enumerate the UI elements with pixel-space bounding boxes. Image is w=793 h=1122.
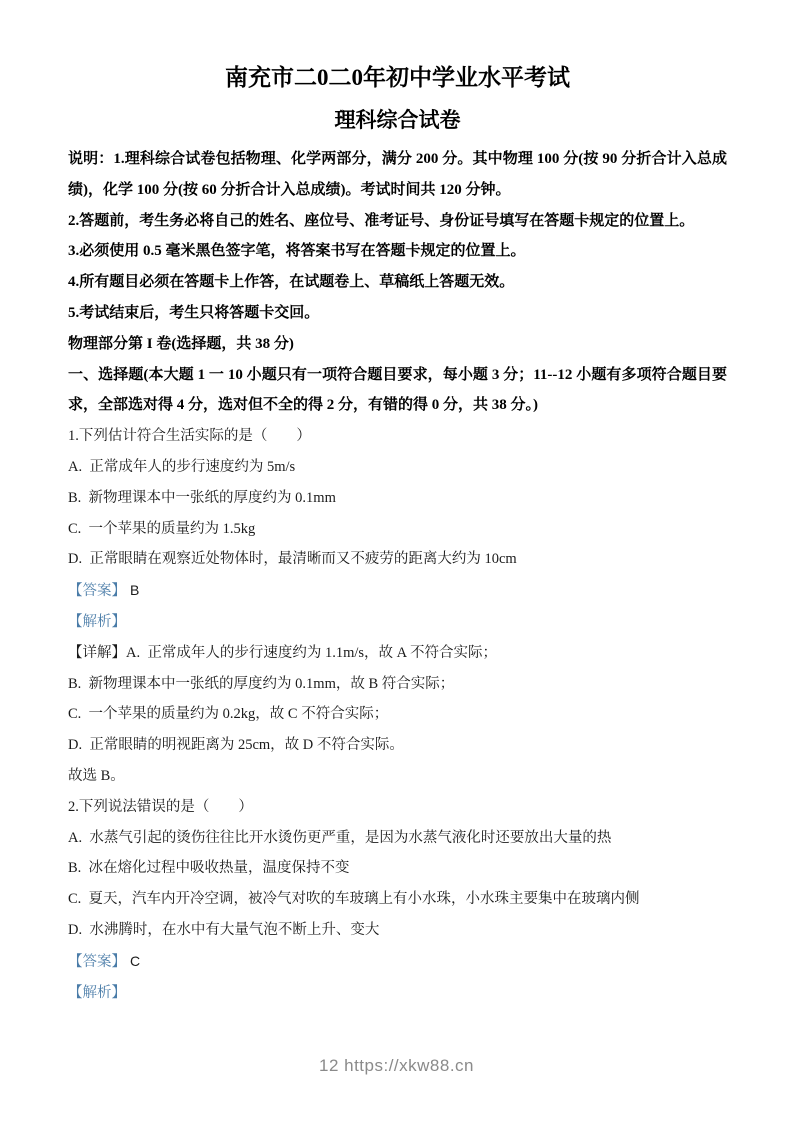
question-1-option-b: B. 新物理课本中一张纸的厚度约为 0.1mm (68, 489, 336, 506)
question-1-conclusion: 故选 B。 (68, 767, 125, 784)
question-1-option-c: C. 一个苹果的质量约为 1.5kg (68, 520, 256, 537)
analysis-label: 【解析】 (68, 613, 126, 630)
question-1-explanation-2: B. 新物理课本中一张纸的厚度约为 0.1mm，故 B 符合实际； (68, 675, 455, 692)
question-2-option-d: D. 水沸腾时，在水中有大量气泡不断上升、变大 (68, 921, 380, 938)
question-2-analysis-line (68, 978, 727, 1009)
question-2-option-c: C. 夏天，汽车内开冷空调，被冷气对吹的车玻璃上有小水珠，小水珠主要集中在玻璃内侧 (68, 891, 640, 908)
exam-note-4: 4.所有题目必须在答题卡上作答，在试题卷上、草稿纸上答题无效。 (68, 274, 515, 291)
answer-value: B (130, 582, 140, 599)
exam-note-2: 2.答题前，考生务必将自己的姓名、座位号、准考证号、身份证号填写在答题卡规定的位置上。 (68, 212, 695, 229)
question-1 (68, 421, 727, 792)
question-1-explanation-3: C. 一个苹果的质量约为 0.2kg，故 C 不符合实际； (68, 706, 389, 723)
question-1-answer-line (68, 575, 727, 607)
answer-label: 【答案】 (68, 953, 126, 970)
answer-value: C (130, 952, 141, 969)
page-title: 南充市二0二0年初中学业水平考试 (225, 65, 570, 90)
exam-note-1: 说明：1.理科综合试卷包括物理、化学两部分，满分 200 分。其中物理 100 分(按 90 分折合计入总成绩)，化学 100 分(按 60 分折合计入总成绩)。考试时间共 120 分钟。 (68, 151, 727, 198)
question-2 (68, 792, 727, 1009)
question-1-explanation-4: D. 正常眼睛的明视距离为 25cm，故 D 不符合实际。 (68, 737, 404, 754)
exam-note-5: 5.考试结束后，考生只将答题卡交回。 (68, 304, 320, 321)
question-1-analysis-line (68, 607, 727, 638)
footer-text: 12 https://xkw88.cn (318, 1056, 475, 1075)
page-footer (0, 1056, 793, 1076)
question-1-stem: 1.下列估计符合生活实际的是（ ） (68, 428, 311, 445)
question-2-option-a: A. 水蒸气引起的烫伤往往比开水烫伤更严重，是因为水蒸气液化时还要放出大量的热 (68, 829, 612, 846)
section-intro: 一、选择题(本大题 1 一 10 小题只有一项符合题目要求，每小题 3 分；11--12 小题有多项符合题目要求，全部选对得 4 分，选对但不全的得 2 分，有错的得 0 分，共 38 分。) (68, 366, 727, 414)
question-1-explanation-1: 【详解】A. 正常成年人的步行速度约为 1.1m/s，故 A 不符合实际； (68, 644, 497, 661)
question-1-option-d: D. 正常眼睛在观察近处物体时，最清晰而又不疲劳的距离大约为 10cm (68, 551, 517, 568)
page-subtitle: 理科综合试卷 (334, 108, 461, 132)
question-2-answer-line (68, 946, 727, 978)
answer-label: 【答案】 (68, 583, 126, 600)
question-1-option-a: A. 正常成年人的步行速度约为 5m/s (68, 458, 296, 475)
question-2-option-b: B. 冰在熔化过程中吸收热量，温度保持不变 (68, 860, 350, 877)
part-header: 物理部分第 I 卷(选择题，共 38 分) (68, 335, 294, 352)
exam-note-3: 3.必须使用 0.5 毫米黑色签字笔，将答案书写在答题卡规定的位置上。 (68, 243, 526, 260)
question-2-stem: 2.下列说法错误的是（ ） (68, 798, 253, 815)
analysis-label: 【解析】 (68, 984, 126, 1001)
